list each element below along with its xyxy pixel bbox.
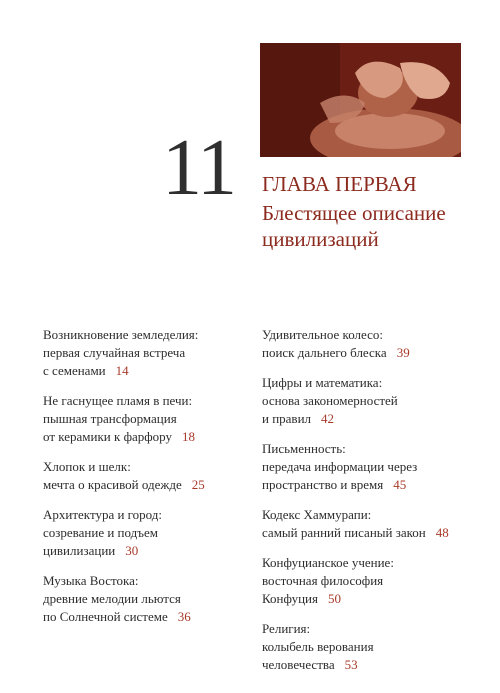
- toc-entry-line: созревание и подъем: [43, 525, 158, 540]
- chapter-title-line: Блестящее описание: [262, 201, 446, 225]
- toc-entry-line: Хлопок и шелк:: [43, 459, 131, 474]
- toc-entry-line: колыбель верования: [262, 639, 374, 654]
- toc-page-number: 18: [182, 429, 196, 444]
- chapter-label: ГЛАВА ПЕРВАЯ: [262, 172, 417, 196]
- toc-entry-text: от керамики к фарфору: [43, 429, 173, 444]
- toc-entry-line: [262, 656, 482, 674]
- chapter-title: [262, 200, 482, 252]
- toc-page-number: 14: [115, 363, 129, 378]
- toc-entry-line: первая случайная встреча: [43, 345, 186, 360]
- toc-entry-text: Конфуция: [262, 591, 318, 606]
- chapter-number: 11: [162, 124, 236, 212]
- toc-entry-line: Цифры и математика:: [262, 375, 383, 390]
- toc-entry-line: [43, 608, 243, 626]
- toc-entry[interactable]: [43, 326, 243, 380]
- toc-entry-line: восточная философия: [262, 573, 384, 588]
- toc-entry-text: цивилизации: [43, 543, 116, 558]
- toc-entry[interactable]: [262, 506, 482, 542]
- pottery-photo: [260, 43, 461, 157]
- toc-entry[interactable]: [43, 506, 243, 560]
- toc-entry[interactable]: [262, 374, 482, 428]
- toc-entry-line: Музыка Востока:: [43, 573, 139, 588]
- toc-entry[interactable]: [43, 458, 243, 494]
- toc-entry[interactable]: [262, 326, 482, 362]
- toc-entry-line: Удивительное колесо:: [262, 327, 383, 342]
- toc-entry-line: древние мелодии льются: [43, 591, 181, 606]
- toc-entry-line: [43, 428, 243, 446]
- toc-page-number: 45: [393, 477, 407, 492]
- toc-entry[interactable]: [262, 554, 482, 608]
- toc-entry-line: Возникновение земледелия:: [43, 327, 199, 342]
- toc-page-number: 25: [191, 477, 205, 492]
- toc-entry-line: [262, 590, 482, 608]
- toc-entry-text: поиск дальнего блеска: [262, 345, 387, 360]
- chapter-title-line: цивилизаций: [262, 227, 379, 251]
- toc-page-number: 36: [177, 609, 191, 624]
- toc-entry[interactable]: [43, 572, 243, 626]
- toc-entry-text: мечта о красивой одежде: [43, 477, 182, 492]
- toc-entry-line: основа закономерностей: [262, 393, 398, 408]
- toc-entry-text: самый ранний писаный закон: [262, 525, 426, 540]
- toc-entry-line: Письменность:: [262, 441, 346, 456]
- toc-entry-line: [43, 542, 243, 560]
- toc-entry-text: и правил: [262, 411, 312, 426]
- toc-entry-line: [262, 410, 482, 428]
- toc-right-column: [262, 326, 482, 686]
- toc-page-number: 53: [344, 657, 358, 672]
- toc-entry-line: Кодекс Хаммурапи:: [262, 507, 372, 522]
- toc-entry-line: [262, 524, 482, 542]
- toc-entry-line: [43, 362, 243, 380]
- toc-page-number: 42: [321, 411, 335, 426]
- toc-entry[interactable]: [262, 620, 482, 674]
- toc-entry-line: Религия:: [262, 621, 311, 636]
- toc-page-number: 30: [125, 543, 139, 558]
- toc-page-number: 48: [435, 525, 449, 540]
- toc-entry-line: [43, 476, 243, 494]
- toc-entry-line: Конфуцианское учение:: [262, 555, 394, 570]
- toc-entry-text: пространство и время: [262, 477, 384, 492]
- toc-page-number: 39: [396, 345, 410, 360]
- toc-entry[interactable]: [43, 392, 243, 446]
- toc-entry[interactable]: [262, 440, 482, 494]
- toc-entry-text: с семенами: [43, 363, 106, 378]
- toc-page-number: 50: [327, 591, 341, 606]
- toc-entry-line: пышная трансформация: [43, 411, 177, 426]
- toc-entry-text: человечества: [262, 657, 335, 672]
- toc-left-column: [43, 326, 243, 638]
- toc-entry-line: Архитектура и город:: [43, 507, 163, 522]
- toc-entry-line: Не гаснущее пламя в печи:: [43, 393, 193, 408]
- toc-entry-line: передача информации через: [262, 459, 418, 474]
- toc-entry-line: [262, 476, 482, 494]
- toc-entry-text: по Солнечной системе: [43, 609, 168, 624]
- toc-entry-line: [262, 344, 482, 362]
